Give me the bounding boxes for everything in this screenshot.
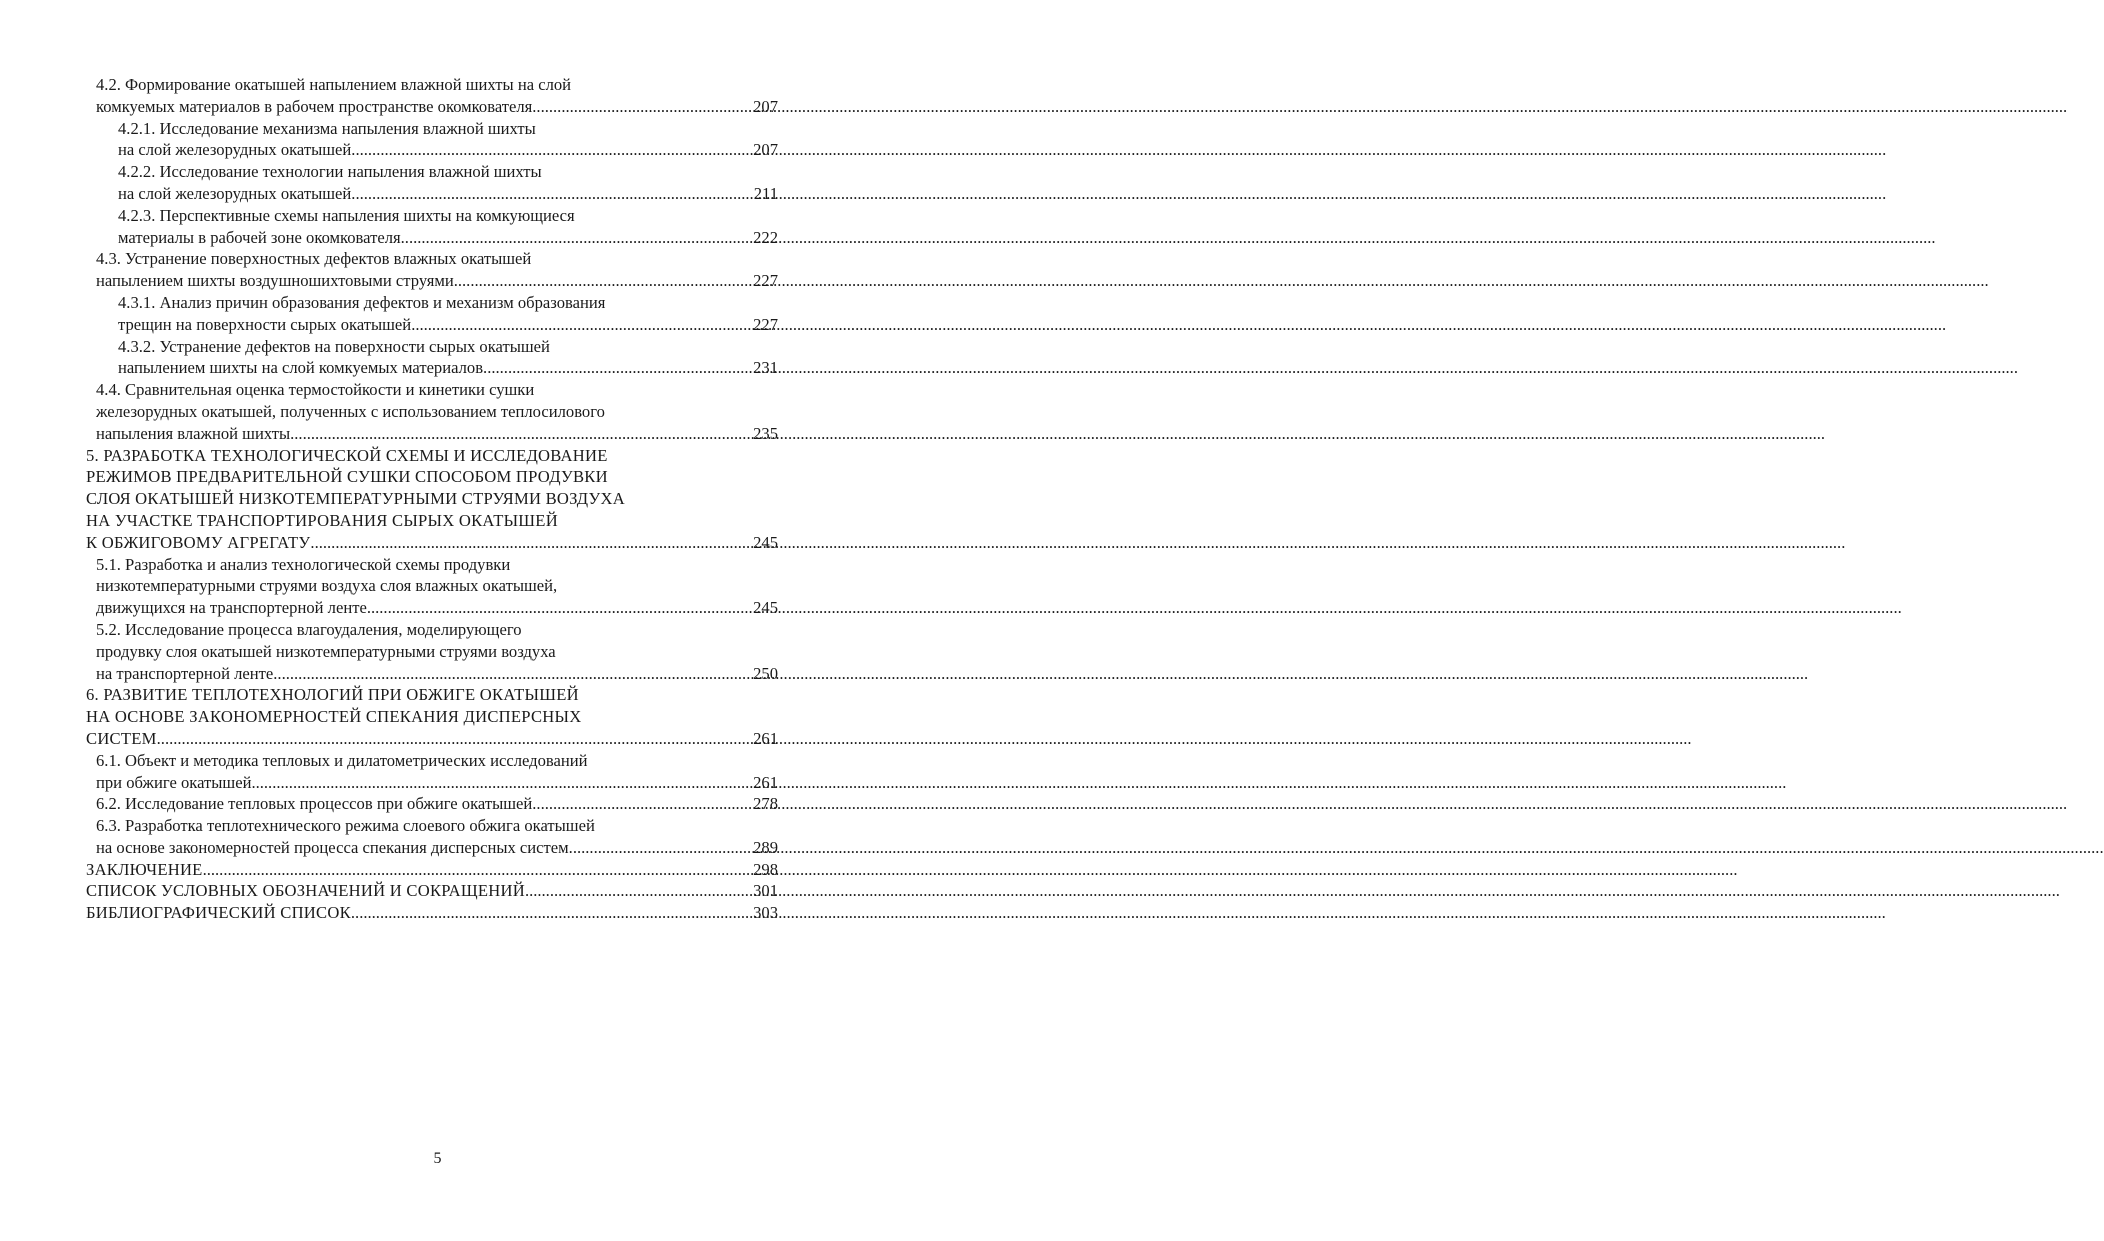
toc-page-number: 222 [753, 227, 778, 247]
toc-entry-last-line [118, 314, 778, 336]
toc-entry-last-line [96, 423, 778, 445]
toc-entry-title-line: 4.2.3. Перспективные схемы напыления шихты на комкующиеся [118, 205, 575, 225]
toc-entry-title-line: материалы в рабочей зоне окомкователя [118, 227, 401, 247]
toc-entry [86, 684, 778, 749]
toc-entry-last-line [86, 728, 778, 750]
dot-leader [351, 139, 753, 161]
toc-entry-title-line: 6. РАЗВИТИЕ ТЕПЛОТЕХНОЛОГИЙ ПРИ ОБЖИГЕ ОКАТЫШЕЙ [86, 685, 579, 705]
toc-page-number: 250 [753, 663, 778, 683]
toc-entry-title-line: 4.2. Формирование окатышей напылением влажной шихты на слой [96, 75, 572, 94]
toc-entry [86, 793, 778, 815]
dot-leader [569, 837, 753, 859]
dot-leader [525, 880, 753, 902]
toc-entry-title-line: железорудных окатышей, полученных с использованием теплосилового [96, 401, 605, 421]
toc-page-number: 227 [753, 271, 778, 291]
toc-page-number: 211 [753, 183, 778, 203]
toc-entry-title-line: НА ОСНОВЕ ЗАКОНОМЕРНОСТЕЙ СПЕКАНИЯ ДИСПЕРСНЫХ [86, 707, 582, 727]
toc-page-number: 261 [753, 772, 778, 792]
dot-leader [203, 859, 754, 881]
toc-page-number: 301 [753, 881, 778, 901]
dot-leader [411, 314, 753, 336]
toc-entry-title-line: СЛОЯ ОКАТЫШЕЙ НИЗКОТЕМПЕРАТУРНЫМИ СТРУЯМИ ВОЗДУХА [86, 489, 625, 509]
toc-entry-title-line: НА УЧАСТКЕ ТРАНСПОРТИРОВАНИЯ СЫРЫХ ОКАТЫШЕЙ [86, 510, 558, 530]
toc-entry-last-line [86, 880, 778, 902]
toc-entry-title-line: 4.2.1. Исследование механизма напыления влажной шихты [118, 118, 536, 138]
toc-entry-title-line: на слой железорудных окатышей [118, 183, 352, 203]
toc-entry [86, 554, 778, 619]
toc-entry-title-line: 6.2. Исследование тепловых процессов при обжиге окатышей [96, 794, 533, 814]
toc-entry [86, 205, 778, 249]
toc-entry-title-line: трещин на поверхности сырых окатышей [118, 314, 412, 334]
toc-entry-last-line [86, 859, 778, 881]
toc-entry-title-line: напылением шихты воздушношихтовыми струями [96, 271, 454, 291]
toc-entry-last-line [118, 183, 778, 205]
toc-entry-title-line: на слой железорудных окатышей [118, 140, 352, 160]
dot-leader [532, 96, 753, 118]
toc-entry-title-line: на основе закономерностей процесса спекания дисперсных систем [96, 837, 569, 857]
toc-entry-title-line: 4.2.2. Исследование технологии напыления влажной шихты [118, 162, 542, 182]
toc-page-number: 289 [753, 837, 778, 857]
toc-entry-last-line [86, 532, 778, 554]
toc-entry-title-line: БИБЛИОГРАФИЧЕСКИЙ СПИСОК [86, 903, 351, 923]
toc-entry [86, 619, 778, 684]
toc-entry [86, 74, 778, 118]
toc-entry-title-line: 4.4. Сравнительная оценка термостойкости и кинетики сушки [96, 380, 535, 400]
toc-entry-last-line [96, 270, 778, 292]
toc-page-number: 207 [753, 96, 778, 116]
toc-page-number: 303 [753, 903, 778, 923]
toc-page-number: 261 [753, 728, 778, 748]
dot-leader [532, 793, 753, 815]
toc-entry [86, 248, 778, 292]
toc-entry-title-line: 5.1. Разработка и анализ технологической схемы продувки [96, 554, 511, 574]
dot-leader [157, 728, 753, 750]
toc-entry-title-line: 4.3.2. Устранение дефектов на поверхности сырых окатышей [118, 336, 550, 356]
toc-entry [86, 902, 778, 924]
toc-entry-title-line: низкотемпературными струями воздуха слоя влажных окатышей, [96, 576, 558, 596]
toc-entry-last-line [96, 837, 778, 859]
toc-entry-title-line: 6.3. Разработка теплотехнического режима слоевого обжига окатышей [96, 816, 595, 836]
toc-page-number: 298 [753, 859, 778, 879]
toc-entry-title-line: при обжиге окатышей [96, 772, 252, 792]
toc-entry [86, 750, 778, 794]
toc-entry-title-line: 4.3. Устранение поверхностных дефектов влажных окатышей [96, 249, 532, 269]
dot-leader [290, 423, 753, 445]
toc-page-number: 245 [753, 532, 778, 552]
dot-leader [273, 663, 753, 685]
toc-entry-last-line [118, 139, 778, 161]
dot-leader [351, 902, 753, 924]
toc-entry-title-line: ЗАКЛЮЧЕНИЕ [86, 859, 203, 879]
toc-entry [86, 292, 778, 336]
toc-entry-title-line: РЕЖИМОВ ПРЕДВАРИТЕЛЬНОЙ СУШКИ СПОСОБОМ ПРОДУВКИ [86, 467, 608, 487]
toc-entry-last-line [86, 902, 778, 924]
toc-entry [86, 880, 778, 902]
toc-entry-last-line [96, 96, 778, 118]
toc-entry-title-line: 4.3.1. Анализ причин образования дефектов и механизм образования [118, 292, 606, 312]
toc-page-number: 231 [753, 358, 778, 378]
toc-entry-title-line: напылением шихты на слой комкуемых материалов [118, 358, 484, 378]
toc-entry-title-line: напыления влажной шихты [96, 423, 291, 443]
toc-entry-title-line: СИСТЕМ [86, 728, 157, 748]
page-number: 5 [433, 1150, 442, 1167]
dot-leader [310, 532, 753, 554]
toc-entry-title-line: СПИСОК УСЛОВНЫХ ОБОЗНАЧЕНИЙ И СОКРАЩЕНИЙ [86, 881, 525, 901]
toc-page-number: 227 [753, 314, 778, 334]
toc-entry [86, 336, 778, 380]
toc-entry [86, 445, 778, 554]
toc-entry-last-line [118, 227, 778, 249]
dot-leader [401, 227, 753, 249]
toc-entry-title-line: движущихся на транспортерной ленте [96, 598, 367, 618]
toc-entry-last-line [118, 357, 778, 379]
toc-entry-last-line [96, 772, 778, 794]
toc-entry-title-line: 5.2. Исследование процесса влагоудаления, моделирующего [96, 619, 522, 639]
toc-entry [86, 815, 778, 859]
toc-entry [86, 379, 778, 444]
toc-entry-title-line: 5. РАЗРАБОТКА ТЕХНОЛОГИЧЕСКОЙ СХЕМЫ И ИССЛЕДОВАНИЕ [86, 445, 608, 465]
toc-page-number: 278 [753, 794, 778, 814]
toc-entry-last-line [96, 793, 778, 815]
dot-leader [351, 183, 753, 205]
toc-entry-last-line [96, 663, 778, 685]
toc-page-number: 235 [753, 423, 778, 443]
toc-page-number: 245 [753, 598, 778, 618]
toc-entry [86, 118, 778, 162]
toc-entry [86, 161, 778, 205]
dot-leader [483, 357, 753, 379]
toc-entry-title-line: на транспортерной ленте [96, 663, 274, 683]
toc-entry [86, 859, 778, 881]
dot-leader [367, 597, 753, 619]
table-of-contents [86, 74, 778, 924]
toc-entry-title-line: комкуемых материалов в рабочем пространстве окомкователя [96, 96, 533, 116]
toc-page-number: 207 [753, 140, 778, 160]
toc-entry-title-line: К ОБЖИГОВОМУ АГРЕГАТУ [86, 532, 311, 552]
toc-entry-last-line [96, 597, 778, 619]
toc-entry-title-line: продувку слоя окатышей низкотемпературными струями воздуха [96, 641, 556, 661]
dot-leader [251, 772, 753, 794]
toc-entry-title-line: 6.1. Объект и методика тепловых и дилатометрических исследований [96, 750, 588, 770]
dot-leader [454, 270, 753, 292]
